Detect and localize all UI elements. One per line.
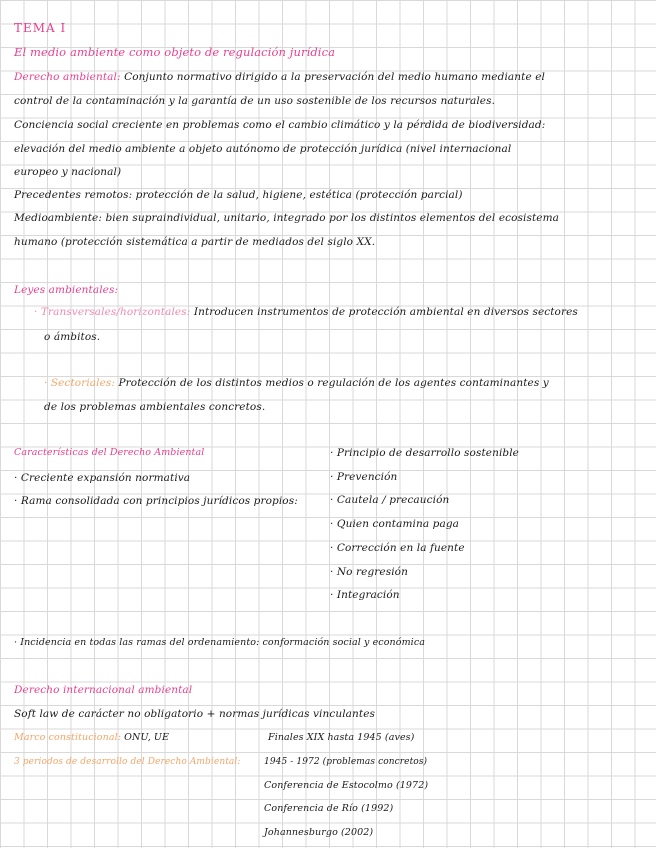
marco-label: Marco constitucional: — [14, 732, 122, 743]
tema-heading: TEMA I — [14, 21, 67, 35]
principio-item-5: · Corrección en la fuente — [330, 542, 465, 554]
caracteristicas-heading: Características del Derecho Ambiental — [14, 447, 205, 458]
finales-line: Finales XIX hasta 1945 (aves) — [268, 732, 415, 743]
derecho-ambiental-line-2: control de la contaminación y la garantía de un uso sostenible de los recursos naturales. — [14, 95, 496, 107]
incidencia-line: · Incidencia en todas las ramas del ordenamiento: conformación social y económica — [14, 637, 426, 648]
sectoriales-label: · Sectoriales: — [44, 377, 116, 389]
periodo-item-3: Conferencia de Río (1992) — [264, 803, 394, 814]
transversales-text-1: Introducen instrumentos de protección ambiental en diversos sectores — [193, 306, 578, 318]
principio-item-1: · Principio de desarrollo sostenible — [330, 447, 519, 459]
transversales-label: · Transversales/horizontales: — [34, 306, 191, 318]
transversales-line-2: o ámbitos. — [44, 331, 101, 343]
derecho-ambiental-line-1 — [14, 70, 545, 84]
sectoriales-line-2: de los problemas ambientales concretos. — [44, 401, 266, 413]
principio-item-4: · Quien contamina paga — [330, 518, 459, 530]
transversales-line-1 — [34, 305, 578, 319]
principio-item-7: · Integración — [330, 589, 400, 601]
periodos-label: 3 periodos de desarrollo del Derecho Ambiental: — [14, 757, 241, 767]
internacional-heading: Derecho internacional ambiental — [14, 684, 193, 696]
soft-law-line: Soft law de carácter no obligatorio + normas jurídicas vinculantes — [14, 708, 376, 720]
sectoriales-text-1: Protección de los distintos medios o regulación de los agentes contaminantes y — [118, 377, 549, 389]
conciencia-line-3: europeo y nacional) — [14, 166, 122, 178]
derecho-ambiental-text-1: Conjunto normativo dirigido a la preservación del medio humano mediante el — [124, 71, 545, 83]
conciencia-line-2: elevación del medio ambiente a objeto autónomo de protección jurídica (nivel internacional — [14, 143, 512, 155]
caracteristicas-item-1: · Creciente expansión normativa — [14, 472, 191, 484]
subtitle: El medio ambiente como objeto de regulación jurídica — [14, 45, 336, 59]
medioambiente-line-2: humano (protección sistemática a partir de mediados del siglo XX. — [14, 236, 376, 248]
periodo-item-4: Johannesburgo (2002) — [264, 827, 374, 838]
leyes-heading: Leyes ambientales: — [14, 284, 119, 296]
caracteristicas-item-2: · Rama consolidada con principios jurídicos propios: — [14, 495, 298, 507]
conciencia-line-1: Conciencia social creciente en problemas como el cambio climático y la pérdida de biodiversidad: — [14, 119, 546, 131]
sectoriales-line-1 — [44, 376, 549, 390]
principio-item-3: · Cautela / precaución — [330, 494, 450, 506]
precedentes-line: Precedentes remotos: protección de la salud, higiene, estética (protección parcial) — [14, 189, 463, 201]
principio-item-6: · No regresión — [330, 566, 408, 578]
periodo-item-1: 1945 - 1972 (problemas concretos) — [264, 757, 428, 767]
medioambiente-line-1: Medioambiente: bien supraindividual, unitario, integrado por los distintos elementos del ecosistema — [14, 212, 560, 224]
principio-item-2: · Prevención — [330, 471, 398, 483]
marco-value: ONU, UE — [124, 732, 170, 743]
marco-line — [14, 731, 169, 745]
periodo-item-2: Conferencia de Estocolmo (1972) — [264, 780, 429, 791]
derecho-ambiental-label: Derecho ambiental: — [14, 71, 121, 83]
